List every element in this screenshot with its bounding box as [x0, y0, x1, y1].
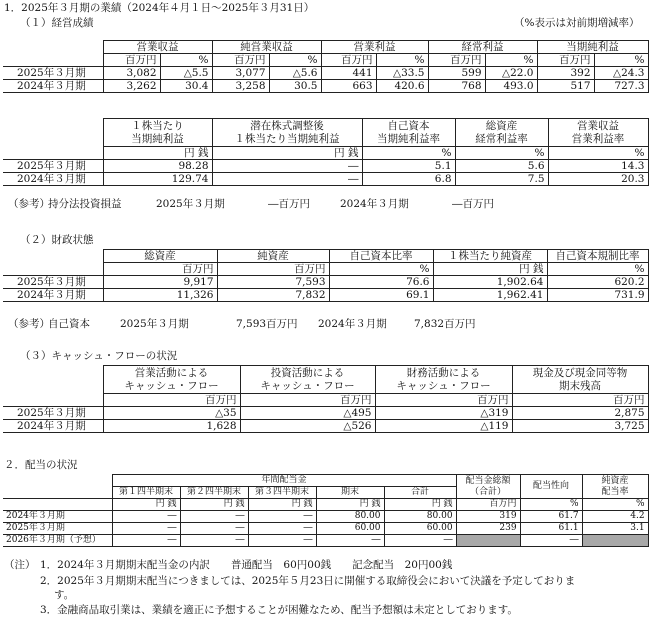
table-row: [3, 523, 648, 535]
unit-cell: %: [547, 263, 648, 276]
data-cell: △22.0: [485, 67, 537, 80]
data-cell: △35: [103, 407, 240, 420]
corner-cell: [3, 41, 103, 54]
row-label: 2024年３月期: [3, 173, 103, 186]
data-cell: 727.3: [594, 80, 648, 93]
data-cell: 1,902.64: [433, 276, 547, 289]
data-cell: ―: [212, 160, 362, 173]
col-header: 自己資本 当期純利益率: [362, 119, 455, 147]
sub-header: 第３四半期末: [248, 487, 316, 499]
unit-cell: %: [582, 499, 648, 511]
data-cell: ―: [180, 523, 248, 535]
data-cell: ―: [248, 535, 316, 547]
row-label: 2024年３月期: [3, 511, 112, 523]
col-header: 財務活動による キャッシュ・フロー: [375, 366, 512, 394]
data-cell: 6.8: [362, 173, 455, 186]
sub-header: 第２四半期末: [180, 487, 248, 499]
table-row: [3, 67, 648, 80]
note-item: 3．金融商品取引業は、業績を適正に予想することが困難なため、配当予想額は未定としております。: [40, 604, 518, 616]
unit-cell: %: [376, 54, 428, 67]
col-header: 純資産: [217, 250, 329, 263]
data-cell: 30.4: [160, 80, 212, 93]
data-cell: 98.28: [103, 160, 212, 173]
unit-cell: %: [485, 54, 537, 67]
note-item: 1．2024年３月期期末配当金の内訳 普通配当 60円00銭 記念配当 20円00銭: [40, 559, 453, 571]
corner-cell: [3, 250, 103, 263]
data-cell: 61.1: [520, 523, 582, 535]
data-cell: 2,875: [512, 407, 648, 420]
unit-cell: %: [594, 54, 648, 67]
data-cell: 7,593: [217, 276, 329, 289]
table-row: [3, 535, 648, 547]
note-item: 2．2025年３月期期末配当につきましては、2025年５月23日に開催する取締役会において決議を予定しておりま: [40, 575, 576, 587]
notes-prefix: （注）: [4, 559, 36, 571]
col-header: 総資産: [103, 250, 217, 263]
unit-cell: %: [269, 54, 321, 67]
data-cell: 1,628: [103, 420, 240, 433]
data-cell: 7,832: [217, 289, 329, 302]
unit-cell: 円 銭: [180, 499, 248, 511]
data-cell: △526: [240, 420, 375, 433]
corner-cell: [3, 263, 103, 276]
data-cell: ―: [520, 535, 582, 547]
section-title-results: （１）経営成績: [20, 17, 94, 29]
unit-cell: 百万円: [103, 54, 160, 67]
row-label: 2024年３月期: [3, 289, 103, 302]
data-cell: ―: [180, 535, 248, 547]
col-header: 潜在株式調整後 １株当たり当期純利益: [212, 119, 362, 147]
table-row: [3, 80, 648, 93]
sub-header: 合計: [384, 487, 456, 499]
corner-cell: [3, 119, 103, 147]
data-cell: 493.0: [485, 80, 537, 93]
data-cell: 3,082: [103, 67, 160, 80]
data-cell: 3,077: [212, 67, 269, 80]
data-cell: 60.00: [384, 523, 456, 535]
col-header: 純営業収益: [212, 41, 321, 54]
data-cell: 30.5: [269, 80, 321, 93]
data-cell: 20.3: [548, 173, 648, 186]
row-label: 2024年３月期: [3, 420, 103, 433]
section-title-cashflow: （３）キャッシュ・フローの状況: [20, 350, 178, 362]
data-cell: △119: [375, 420, 512, 433]
row-label: 2025年３月期: [3, 160, 103, 173]
corner-cell: [3, 475, 112, 499]
unit-cell: 円 銭: [433, 263, 547, 276]
ref-value: ―百万円: [268, 198, 310, 210]
data-cell: △5.6: [269, 67, 321, 80]
data-cell: ―: [212, 173, 362, 186]
corner-cell: [3, 499, 112, 511]
unit-cell: %: [548, 147, 648, 160]
data-cell: 3,725: [512, 420, 648, 433]
table-row: [3, 276, 648, 289]
col-header: 経常利益: [428, 41, 537, 54]
ref-value: 7,832百万円: [414, 318, 476, 330]
unit-cell: 百万円: [537, 54, 594, 67]
table-row: [3, 289, 648, 302]
col-header: 投資活動による キャッシュ・フロー: [240, 366, 375, 394]
shaded-cell: [456, 535, 520, 547]
unit-cell: 円 銭: [212, 147, 362, 160]
ref-label: （参考）: [8, 198, 50, 210]
financial-table: [3, 249, 649, 302]
data-cell: 69.1: [329, 289, 433, 302]
col-header: 当期純利益: [537, 41, 648, 54]
data-cell: ―: [384, 535, 456, 547]
data-cell: 441: [321, 67, 376, 80]
shaded-cell: [582, 535, 648, 547]
unit-cell: 百万円: [456, 499, 520, 511]
data-cell: 3,262: [103, 80, 160, 93]
col-header: １株当たり 当期純利益: [103, 119, 212, 147]
data-cell: ―: [248, 523, 316, 535]
table-row: [3, 420, 648, 433]
ref-value: ―百万円: [452, 198, 494, 210]
ref-value: 7,593百万円: [236, 318, 298, 330]
unit-cell: 百万円: [240, 394, 375, 407]
corner-cell: [3, 366, 103, 394]
unit-cell: 円 銭: [316, 499, 384, 511]
data-cell: 11,326: [103, 289, 217, 302]
section-title-financial: （２）財政状態: [20, 234, 94, 246]
data-cell: 239: [456, 523, 520, 535]
data-cell: 517: [537, 80, 594, 93]
ref-period: 2025年３月期: [156, 198, 225, 210]
data-cell: △33.5: [376, 67, 428, 80]
data-cell: 80.00: [384, 511, 456, 523]
col-header: 営業収益 営業利益率: [548, 119, 648, 147]
col-header: 配当金総額 （合計）: [456, 475, 520, 499]
corner-cell: [3, 394, 103, 407]
data-cell: 5.1: [362, 160, 455, 173]
row-label: 2025年３月期: [3, 407, 103, 420]
data-cell: △24.3: [594, 67, 648, 80]
unit-cell: 百万円: [103, 263, 217, 276]
data-cell: 731.9: [547, 289, 648, 302]
row-label: 2026年３月期（予想）: [3, 535, 112, 547]
data-cell: 14.3: [548, 160, 648, 173]
data-cell: 3.1: [582, 523, 648, 535]
table-row: [3, 173, 648, 186]
col-header: 営業収益: [103, 41, 212, 54]
ref-period: 2024年３月期: [340, 198, 409, 210]
col-header: 純資産 配当率: [582, 475, 648, 499]
results-table: [3, 40, 649, 93]
unit-cell: %: [455, 147, 548, 160]
unit-cell: 百万円: [217, 263, 329, 276]
table-row: [3, 511, 648, 523]
unit-cell: %: [329, 263, 433, 276]
col-header: 配当性向: [520, 475, 582, 499]
table-row: [3, 407, 648, 420]
data-cell: 392: [537, 67, 594, 80]
unit-cell: %: [520, 499, 582, 511]
unit-cell: 円 銭: [384, 499, 456, 511]
data-cell: 61.7: [520, 511, 582, 523]
data-cell: 1,962.41: [433, 289, 547, 302]
corner-cell: [3, 147, 103, 160]
col-header: 総資産 経常利益率: [455, 119, 548, 147]
data-cell: 620.2: [547, 276, 648, 289]
data-cell: ―: [316, 535, 384, 547]
group-header: 年間配当金: [112, 475, 456, 487]
unit-cell: 百万円: [428, 54, 485, 67]
col-header: 現金及び現金同等物 期末残高: [512, 366, 648, 394]
ref-period: 2025年３月期: [120, 318, 189, 330]
row-label: 2024年３月期: [3, 80, 103, 93]
data-cell: ―: [112, 511, 180, 523]
data-cell: 4.2: [582, 511, 648, 523]
data-cell: 768: [428, 80, 485, 93]
unit-cell: 百万円: [321, 54, 376, 67]
data-cell: 76.6: [329, 276, 433, 289]
dividend-table: [3, 474, 649, 547]
percent-note: （%表示は対前期増減率）: [514, 17, 640, 29]
ref-item: 持分法投資損益: [48, 198, 122, 210]
data-cell: 129.74: [103, 173, 212, 186]
unit-cell: 円 銭: [248, 499, 316, 511]
section-title-dividend: ２．配当の状況: [4, 459, 78, 471]
data-cell: 60.00: [316, 523, 384, 535]
ratios-table: [3, 118, 649, 186]
unit-cell: 百万円: [512, 394, 648, 407]
ref-period: 2024年３月期: [318, 318, 387, 330]
data-cell: 7.5: [455, 173, 548, 186]
unit-cell: 円 銭: [103, 147, 212, 160]
data-cell: ―: [248, 511, 316, 523]
unit-cell: 百万円: [212, 54, 269, 67]
note-item-continued: す。: [54, 589, 75, 601]
data-cell: 599: [428, 67, 485, 80]
unit-cell: %: [160, 54, 212, 67]
data-cell: △5.5: [160, 67, 212, 80]
data-cell: △495: [240, 407, 375, 420]
data-cell: ―: [112, 535, 180, 547]
data-cell: ―: [180, 511, 248, 523]
unit-cell: 円 銭: [112, 499, 180, 511]
row-label: 2025年３月期: [3, 523, 112, 535]
data-cell: ―: [112, 523, 180, 535]
corner-cell: [3, 54, 103, 67]
col-header: １株当たり純資産: [433, 250, 547, 263]
ref-item: 自己資本: [48, 318, 90, 330]
data-cell: △319: [375, 407, 512, 420]
data-cell: 3,258: [212, 80, 269, 93]
unit-cell: 百万円: [375, 394, 512, 407]
col-header: 自己資本比率: [329, 250, 433, 263]
data-cell: 9,917: [103, 276, 217, 289]
sub-header: 期末: [316, 487, 384, 499]
data-cell: 663: [321, 80, 376, 93]
row-label: 2025年３月期: [3, 67, 103, 80]
sub-header: 第１四半期末: [112, 487, 180, 499]
data-cell: 420.6: [376, 80, 428, 93]
row-label: 2025年３月期: [3, 276, 103, 289]
col-header: 自己資本規制比率: [547, 250, 648, 263]
cashflow-table: [3, 365, 649, 433]
ref-label: （参考）: [8, 318, 50, 330]
data-cell: 319: [456, 511, 520, 523]
col-header: 営業活動による キャッシュ・フロー: [103, 366, 240, 394]
unit-cell: 百万円: [103, 394, 240, 407]
page-heading: 1．2025年３月期の業績（2024年４月１日～2025年３月31日）: [4, 2, 315, 14]
table-row: [3, 160, 648, 173]
data-cell: 5.6: [455, 160, 548, 173]
data-cell: 80.00: [316, 511, 384, 523]
col-header: 営業利益: [321, 41, 428, 54]
unit-cell: %: [362, 147, 455, 160]
